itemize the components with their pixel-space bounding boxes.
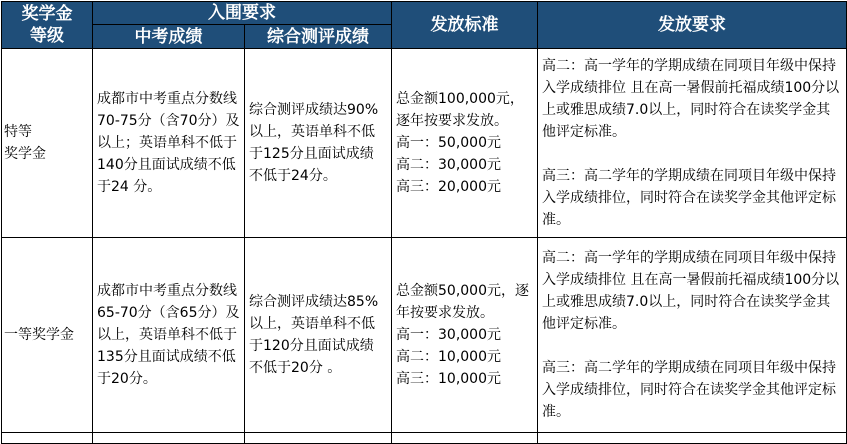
requirement-grade-3: 高三：高二学年的学期成绩在同项目年级中保持入学成绩排位，同时符合在读奖学金其他评定标准。 [542,360,836,420]
payment-year-3: 高三：20,000元 [396,179,501,195]
table-row [2,49,847,238]
empty-cell [245,433,392,444]
header-payment-requirements: 发放要求 [538,2,847,49]
payment-year-1: 高一：50,000元 [396,135,501,151]
table-row [2,238,847,433]
payment-total: 总金额50,000元，逐年按要求发放。 [396,283,529,321]
payment-requirements [538,238,847,433]
requirement-grade-2: 高二：高一学年的学期成绩在同项目年级中保持入学成绩排位 且在高一暑假前托福成绩100分以上或雅思成绩7.0以上，同时符合在读奖学金其他评定标准。 [542,250,840,332]
table-row-partial [2,433,847,444]
zhongkao-requirement: 成都市中考重点分数线65-70分（含65分）及以上，英语单科不低于135分且面试成绩不低于20分。 [93,238,245,433]
header-payment-standard: 发放标准 [392,2,538,49]
empty-cell [2,433,93,444]
scholarship-level: 特等 奖学金 [2,49,93,238]
empty-cell [538,433,847,444]
scholarship-level: 一等奖学金 [2,238,93,433]
header-zhongkao-score: 中考成绩 [93,25,245,49]
empty-cell [93,433,245,444]
empty-cell [392,433,538,444]
comprehensive-requirement: 综合测评成绩达85%以上，英语单科不低于120分且面试成绩不低于20分 。 [245,238,392,433]
payment-year-1: 高一：30,000元 [396,327,501,343]
zhongkao-requirement: 成都市中考重点分数线70-75分（含70分）及以上；英语单科不低于140分且面试成绩不低于24 分。 [93,49,245,238]
requirement-grade-3: 高三：高二学年的学期成绩在同项目年级中保持入学成绩排位，同时符合在读奖学金其他评定标准。 [542,168,836,228]
header-level: 奖学金 等级 [2,2,93,49]
payment-year-2: 高二：30,000元 [396,157,501,173]
header-entry-requirements: 入围要求 [93,2,392,25]
scholarship-table [1,1,847,444]
comprehensive-requirement: 综合测评成绩达90%以上，英语单科不低于125分且面试成绩不低于24分。 [245,49,392,238]
payment-total: 总金额100,000元，逐年按要求发放。 [396,91,524,129]
header-comprehensive-score: 综合测评成绩 [245,25,392,49]
payment-requirements [538,49,847,238]
payment-standard [392,238,538,433]
payment-standard [392,49,538,238]
payment-year-3: 高三：10,000元 [396,371,501,387]
payment-year-2: 高二：10,000元 [396,349,501,365]
requirement-grade-2: 高二：高一学年的学期成绩在同项目年级中保持入学成绩排位 且在高一暑假前托福成绩100分以上或雅思成绩7.0以上，同时符合在读奖学金其他评定标准。 [542,58,840,140]
